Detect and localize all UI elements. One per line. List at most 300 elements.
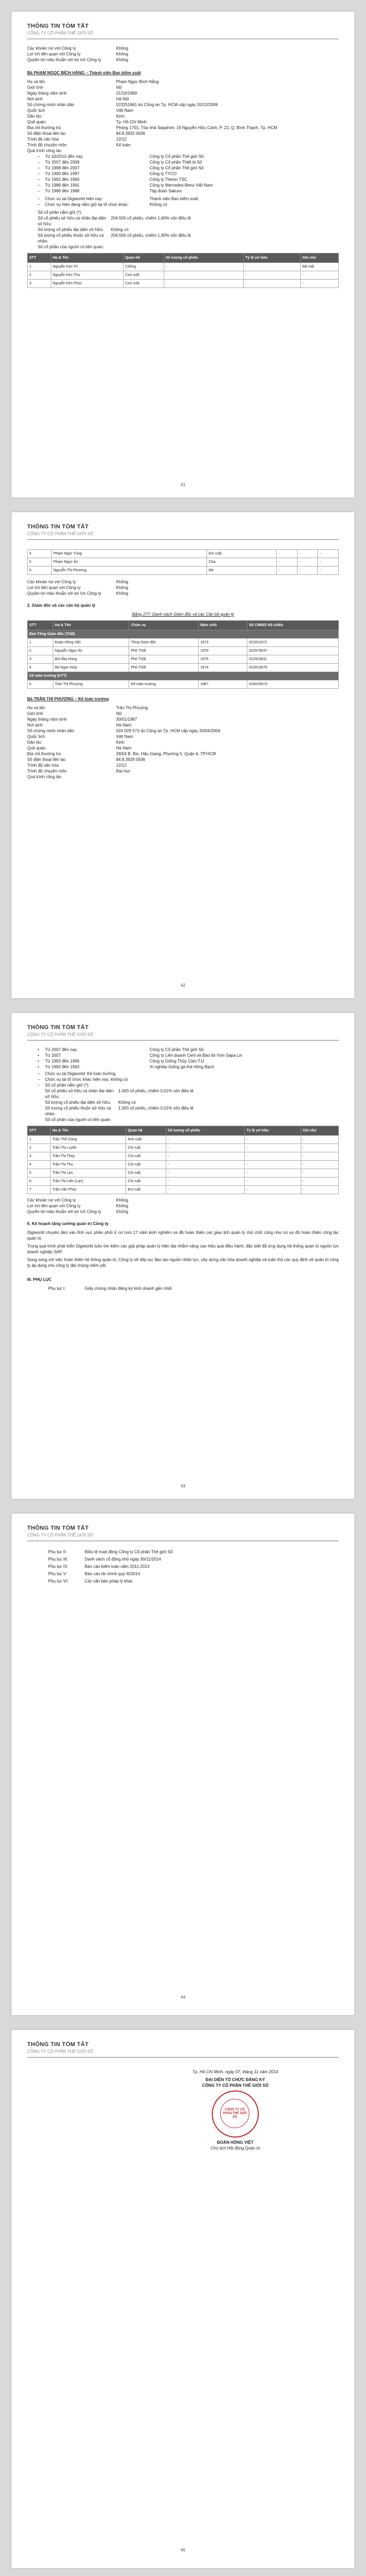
column-header: Họ & Tên (53, 621, 129, 630)
table-row (28, 280, 339, 288)
header-subtitle: CÔNG TY CỔ PHẦN THẾ GIỚI SỐ (27, 31, 94, 36)
table-cell: Mẹ (207, 567, 277, 575)
table-cell: 2 (28, 647, 53, 655)
table-caption: Bảng 2??: Danh sách Giám đốc và các Cán bộ quản lý (132, 612, 234, 617)
item-label: Quyền lợi mâu thuẫn với lợi ích Công ty (27, 591, 101, 596)
shares (45, 1088, 339, 1123)
table-cell: Bá Ngọc Hợp (53, 664, 129, 672)
appendix-list (27, 1549, 339, 1584)
list-item (38, 177, 339, 182)
list-item (27, 579, 339, 585)
item-value: Việt Nam (116, 734, 133, 739)
table-cell: 5 (28, 1169, 51, 1177)
relatives-table-continued (27, 549, 339, 575)
table-cell: - (245, 1169, 301, 1177)
list-item (27, 1197, 339, 1203)
list-item: Trong quá trình phát triển Digiworld luôn tìm kiếm các giải pháp quản lý hiện đại nhằm nâng cao hiệu quả điều hành, đặc biệt đã ứng dụng hệ thống quản trị nguồn lực doanh nghiệp SAP. (27, 1244, 339, 1254)
item-label: Nơi sinh (27, 97, 43, 101)
table-cell: - (166, 1177, 245, 1186)
item-value: Phạm Ngọc Bích Hằng (116, 79, 159, 84)
table-cell: Nguyễn Thị Phương (52, 567, 207, 575)
header-subtitle: CÔNG TY CỔ PHẦN THẾ GIỚI SỐ (27, 1032, 94, 1037)
table-cell: 022811072 (247, 639, 339, 647)
table-cell: 6 (28, 1177, 51, 1186)
table-cell: - (244, 263, 301, 271)
table-cell: Đã mất (301, 263, 339, 271)
item-label: Các khoản nợ với Công ty (27, 1198, 76, 1203)
header-subtitle: CÔNG TY CỔ PHẦN THẾ GIỚI SỐ (27, 532, 94, 536)
list-item (27, 85, 339, 90)
list-item (27, 1556, 339, 1562)
table-cell: 1975 (199, 655, 247, 664)
list-item (27, 96, 339, 102)
item-label: Từ 2007 đến 2009 (45, 160, 79, 165)
list-item (38, 227, 339, 233)
item-label: Chức vụ tại Digiworld hiện nay: (45, 197, 103, 201)
work-history (38, 1047, 339, 1070)
item-label: Trình độ chuyên môn (27, 769, 67, 773)
org-line-2: CÔNG TY CỔ PHẦN THẾ GIỚI SỐ (202, 2083, 269, 2088)
table-cell: 4 (28, 664, 53, 672)
page-number: 42 (180, 983, 186, 988)
group-title: Kế toán trưởng (KTT) (28, 672, 339, 680)
item-label: Phụ lục VI: (48, 1579, 68, 1584)
item-label: Số lượng cổ phiếu thuộc sở hữu cá nhân: (38, 233, 104, 244)
list-item (38, 154, 339, 159)
item-label: Chức vụ tại tổ chức khác hiện nay: không có (45, 1077, 128, 1082)
list-item (27, 745, 339, 751)
list-item (45, 1088, 339, 1100)
item-label: Giới tính (27, 711, 43, 716)
list-item (27, 102, 339, 108)
list-item (27, 57, 339, 63)
list-item (38, 202, 339, 207)
table-row (28, 647, 339, 655)
table-cell: Phó TGĐ (129, 664, 199, 672)
list-item (27, 51, 339, 57)
table-row (28, 1186, 339, 1194)
table-cell: Nguyễn Kim Phúc (51, 280, 123, 288)
table-cell: Nguyễn Kim Thư (51, 271, 123, 280)
column-header: STT (28, 1126, 51, 1136)
item-value: 204.500 cổ phiếu, chiếm 1,60% vốn điều lệ (111, 233, 191, 238)
sign-date: Tp. Hồ Chí Minh, ngày 07, tháng 11 năm 2014 (192, 2070, 278, 2074)
table-cell: 1987 (199, 680, 247, 689)
item-label: Dân tộc (27, 740, 42, 745)
list-item (38, 1058, 339, 1064)
item-label: Các khoản nợ với Công ty (27, 46, 76, 51)
table-cell: Trần Thế Dũng (51, 1136, 126, 1144)
table-cell: - (297, 567, 318, 575)
bullet-icon: • (38, 1053, 39, 1058)
page-5-content (12, 2058, 354, 2151)
item-label: Chức vụ hiện đang nắm giữ tại tổ chức khác: (45, 202, 129, 207)
stamp-text: CÔNG TY CỔ PHẦN THẾ GIỚI SỐ (220, 2099, 249, 2128)
list-item (45, 1100, 339, 1105)
relatives-table (27, 1126, 339, 1194)
table-cell: 4 (28, 550, 52, 558)
item-value: Không (116, 1198, 129, 1203)
item-value: Hà Nam (116, 746, 132, 750)
relatives-table (27, 253, 339, 288)
item-value: Không (116, 57, 129, 62)
table-cell: - (277, 550, 298, 558)
item-label: Họ và tên (27, 706, 45, 710)
page-header (12, 1013, 354, 1041)
table-cell: - (244, 280, 301, 288)
list-item (27, 113, 339, 119)
table-cell: - (245, 1144, 301, 1152)
signature-block (132, 2069, 339, 2151)
table-row (28, 263, 339, 271)
item-value: 1.000 cổ phiếu, chiếm 0,01% vốn điều lệ (118, 1089, 194, 1093)
table-cell: - (277, 558, 298, 567)
item-label: Giới tính (27, 85, 43, 90)
item-label: Số điện thoại liên lạc (27, 757, 66, 762)
table-cell: 4 (28, 1161, 51, 1169)
item-label: Quyền lợi mâu thuẫn với lợi ích Công ty (27, 57, 101, 62)
list-item (38, 1082, 339, 1088)
item-value: Công ty Thimm TSC (150, 177, 188, 182)
page-3-content (12, 1041, 354, 1291)
table-cell: 3 (28, 655, 53, 664)
list-item (38, 196, 339, 202)
item-value: Báo cáo tài chính quý III/2014 (85, 1572, 140, 1576)
page-1-content (12, 39, 354, 288)
page-3 (12, 1013, 354, 1499)
table-cell: - (166, 1136, 245, 1144)
page-number: 43 (180, 1484, 186, 1488)
item-label: Từ 2007 (45, 1053, 61, 1058)
item-label: Số điện thoại liên lạc (27, 131, 66, 136)
item-value: Giấy chứng nhận đăng ký kinh doanh gần nhất (85, 1286, 172, 1291)
table-cell: Nguyễn Ngọc An (53, 647, 129, 655)
list-item (38, 188, 339, 194)
table-cell: - (245, 1152, 301, 1161)
column-header: Quan hệ (126, 1126, 166, 1136)
item-label: Số cổ phần nắm giữ (*): (45, 1083, 89, 1088)
table-cell: - (297, 550, 318, 558)
item-label: Từ 1992 đến 1993 (45, 177, 79, 182)
item-value: Công ty Cổ phần Thế giới Số (150, 166, 204, 170)
item-label: Từ 2007 đến nay (45, 1047, 77, 1052)
item-label: Từ 1993 đến 1997 (45, 171, 79, 176)
item-label: Số cổ phần của người có liên quan: (38, 245, 104, 249)
table-cell: 5 (28, 558, 52, 567)
list-item (38, 182, 339, 188)
table-cell: 3 (28, 1152, 51, 1161)
table-cell: - (301, 1152, 338, 1161)
list-item (27, 740, 339, 745)
item-value: Xí nghiệp Giống gà thả Hồng Bạch (150, 1065, 214, 1069)
list-item (27, 1578, 339, 1584)
item-value: Không (116, 591, 129, 596)
table-cell: Bùi Mai Hùng (53, 655, 129, 664)
item-label: Từ 1998 đến 2007 (45, 166, 79, 170)
column-header: Họ & Tên (51, 1126, 126, 1136)
table-cell: 7 (28, 1186, 51, 1194)
item-value (116, 148, 339, 154)
list-item (38, 215, 339, 227)
list-item (27, 136, 339, 142)
bullet-icon: – (38, 154, 40, 159)
item-value (111, 244, 339, 250)
item-label: Quê quán (27, 746, 46, 750)
header-title: THÔNG TIN TÓM TẮT (27, 23, 89, 29)
item-value (118, 1117, 339, 1123)
item-value: Kế toán (116, 143, 131, 147)
table-cell: 1970 (199, 647, 247, 655)
bullet-icon: – (38, 1077, 40, 1082)
bullet-icon: • (38, 1047, 39, 1052)
bullet-icon: • (38, 1059, 39, 1064)
column-header: Ghi chú (301, 1126, 338, 1136)
list-item (38, 1071, 339, 1077)
table-cell: Trần Thị Thu (51, 1161, 126, 1169)
item-value: Công ty Mercedes-Benz Việt Nam (150, 183, 213, 188)
item-value: Phòng 1701, Tòa nhà Sapphire, 16 Nguyễn Hữu Cảnh, P. 22, Q. Bình Thạnh, Tp. HCM (116, 125, 278, 130)
item-value: Danh sách cổ đông nhỏ ngày 30/11/2014 (85, 1557, 161, 1562)
item-label: Trình độ văn hóa (27, 137, 59, 142)
column-header: STT (28, 253, 51, 263)
table-row (28, 567, 339, 575)
table-cell: - (245, 1186, 301, 1194)
table-cell: Trần Thị Liên (Lan) (51, 1177, 126, 1186)
list-item (27, 142, 339, 148)
table-cell: - (301, 280, 339, 288)
header-title: THÔNG TIN TÓM TẮT (27, 524, 89, 530)
table-cell: - (166, 1169, 245, 1177)
list-item (27, 1209, 339, 1215)
item-value: Công ty Giống Thủy Cảm T.U (150, 1059, 204, 1064)
org-line-1: ĐẠI DIỆN TỔ CHỨC ĐĂNG KÝ (205, 2077, 265, 2082)
bullet-icon: – (38, 166, 40, 170)
table-cell: - (166, 1186, 245, 1194)
item-label: Trình độ chuyên môn (27, 143, 67, 147)
bullet-icon: – (38, 177, 40, 182)
table-cell: Chị ruột (126, 1144, 166, 1152)
item-label: Địa chỉ thường trú (27, 752, 61, 756)
table-cell: Con ruột (123, 280, 164, 288)
table-cell: Cha (207, 558, 277, 567)
company-stamp (212, 2090, 259, 2138)
table-row (28, 655, 339, 664)
kv-list (27, 579, 339, 596)
item-value: 024 029 573 do Công an Tp. HCM cấp ngày 20/04/2004 (116, 729, 221, 733)
item-value: Không (116, 52, 129, 56)
item-label: Họ và tên (27, 79, 45, 84)
list-item (27, 131, 339, 136)
management-table (27, 620, 339, 689)
item-value: 21/10/1969 (116, 91, 138, 96)
work-history (38, 154, 339, 194)
table-cell: - (245, 1161, 301, 1169)
list-item (27, 148, 339, 154)
table-row (28, 639, 339, 647)
page-2-content (12, 540, 354, 780)
table-cell: Phó TGĐ (129, 655, 199, 664)
item-value: 283/4 B. Bis, Hậu Giang, Phường 5, Quận 6, TP.HCM (116, 752, 216, 756)
table-row (28, 680, 339, 689)
list-item (27, 734, 339, 740)
column-header: Số lượng cổ phiếu (166, 1126, 245, 1136)
table-cell: Kế toán trưởng (129, 680, 199, 689)
item-value: Công ty TYCO (150, 171, 177, 176)
item-value: Báo cáo kiểm toán năm 2011-2013 (85, 1564, 150, 1569)
section-heading: 2. Giám đốc và các cán bộ quản lý (27, 603, 96, 608)
item-value: Nữ (116, 711, 122, 716)
profile-fields (27, 79, 339, 154)
table-cell: - (277, 567, 298, 575)
list-item (27, 585, 339, 591)
bullet-icon: – (38, 171, 40, 176)
bullet-icon: • (38, 1065, 39, 1069)
item-value: Trần Thị Phượng (116, 706, 148, 710)
item-value: Công ty Cổ phần Thiết bị Số (150, 160, 202, 165)
item-label: Dân tộc (27, 114, 42, 119)
table-cell: Tổng Giám đốc (129, 639, 199, 647)
item-value: 30/01/1987 (116, 717, 138, 722)
item-value: Việt Nam (116, 108, 133, 113)
table-cell: - (301, 1169, 338, 1177)
item-value: Công ty Cổ phần Thế giới Số (150, 154, 204, 159)
group-title: Ban Tổng Giám đốc (TGĐ) (28, 630, 339, 639)
item-label: Địa chỉ thường trú (27, 125, 61, 130)
table-cell: Em ruột (207, 550, 277, 558)
page-header (12, 11, 354, 39)
bullet-icon: – (38, 1083, 40, 1088)
item-label: Ngày tháng năm sinh (27, 717, 67, 722)
item-value (111, 210, 339, 215)
item-value: 12/12 (116, 137, 127, 142)
item-label: Trình độ văn hóa (27, 763, 59, 768)
list-item (27, 1286, 339, 1291)
table-row (28, 1152, 339, 1161)
table-cell: Trần Thị Luyến (51, 1144, 126, 1152)
list-item (27, 591, 339, 596)
kv-list (27, 1197, 339, 1215)
column-header: Tỷ lệ sở hữu (244, 253, 301, 263)
item-label: Số cổ phiếu sở hữu cá nhân đại diện số hữu: (38, 216, 107, 226)
table-cell: Trần Thị Lan (51, 1169, 126, 1177)
table-row (28, 1136, 339, 1144)
list-item (38, 210, 339, 215)
column-header: Ghi chú (301, 253, 339, 263)
table-cell: - (297, 558, 318, 567)
section-title: Bà PHẠM NGỌC BÍCH HẰNG – Thành viên Ban kiểm soát (27, 71, 141, 75)
column-header: Chức vụ (129, 621, 199, 630)
item-label: Quốc tịch (27, 734, 45, 739)
item-label: Quyền lợi mâu thuẫn với lợi ích Công ty (27, 1209, 101, 1214)
column-header: Năm sinh (199, 621, 247, 630)
bullet-icon: – (38, 1071, 40, 1076)
table-cell: - (301, 1186, 338, 1194)
item-label: Các khoản nợ với Công ty (27, 580, 76, 584)
page-1 (12, 11, 354, 498)
list-item (27, 711, 339, 717)
table-cell: - (301, 1177, 338, 1186)
column-header: Số lượng cổ phiếu (164, 253, 243, 263)
item-label: Phụ lục II: (48, 1550, 67, 1554)
list-item (38, 159, 339, 165)
section-heading: 6. Kế hoạch tăng cường quản trị Công ty (27, 1221, 109, 1226)
table-cell: Chồng (123, 263, 164, 271)
table-cell: 5 (28, 680, 53, 689)
table-row (28, 1144, 339, 1152)
list-item (27, 90, 339, 96)
page-header (12, 512, 354, 540)
item-label: Phụ lục IV: (48, 1564, 68, 1569)
table-cell: - (245, 1177, 301, 1186)
header-title: THÔNG TIN TÓM TẮT (27, 1024, 89, 1031)
list-item (27, 705, 339, 711)
header-subtitle: CÔNG TY CỔ PHẦN THẾ GIỚI SỐ (27, 2049, 94, 2054)
list-item (27, 45, 339, 51)
list-item (27, 108, 339, 113)
item-label: Phụ lục III: (48, 1557, 68, 1562)
item-value: 204.500 cổ phiếu, chiếm 1,60% vốn điều lệ (111, 216, 191, 221)
table-cell: - (318, 558, 339, 567)
table-cell: - (301, 1144, 338, 1152)
table-cell: Trần Thị Phượng (53, 680, 129, 689)
table-cell: 022919011 (247, 655, 339, 664)
item-label: Số lượng cổ phiếu đại diện sở hữu: (45, 1100, 111, 1105)
item-label: Lợi ích liên quan với Công ty (27, 1204, 81, 1208)
list-item (38, 1064, 339, 1070)
item-label: Từ 1993 đến 1996 (45, 1059, 79, 1064)
page-number: 41 (180, 482, 186, 487)
item-value: Điều lệ hoạt động Công ty Cổ phần Thế giới Số (85, 1550, 173, 1554)
signer-name: ĐOÀN HỒNG VIỆT (217, 2140, 254, 2145)
table-row (28, 271, 339, 280)
table-cell: 3 (28, 280, 51, 288)
list-item (27, 1571, 339, 1577)
item-label: Số chứng minh nhân dân (27, 729, 74, 733)
table-cell: 022819076 (247, 664, 339, 672)
item-value: Không (116, 1209, 129, 1214)
list-item (27, 1564, 339, 1569)
kv-list (27, 45, 339, 63)
table-cell: Em ruột (126, 1186, 166, 1194)
table-cell: 1 (28, 1136, 51, 1144)
list-item (38, 1053, 339, 1058)
profile-fields (27, 705, 339, 780)
list-item (27, 722, 339, 728)
list-item (27, 1203, 339, 1209)
table-cell: Đoàn Hồng Việt (53, 639, 129, 647)
item-label: Quốc tịch (27, 108, 45, 113)
table-cell: Con ruột (123, 271, 164, 280)
item-label: Lợi ích liên quan với Công ty (27, 585, 81, 590)
table-cell: Chị ruột (126, 1177, 166, 1186)
bullet-icon: – (38, 197, 40, 201)
item-value: Các văn bản pháp lý khác (85, 1579, 133, 1584)
table-cell: Nguyễn Kim Trí (51, 263, 123, 271)
list-item: Song song với việc hoàn thiện hệ thống quản trị, Công ty sẽ tiếp tục đào tạo nguồn nhân lực, xây dựng văn hóa doanh nghiệp và tuân thủ các quy định về quản trị công ty áp dụng cho công ty đại chúng niêm yết. (27, 1257, 339, 1268)
item-label: Số cổ phần của người có liên quan: (45, 1117, 111, 1122)
table-cell: Phó TGĐ (129, 647, 199, 655)
list-item (38, 171, 339, 177)
item-value: Kinh (116, 740, 125, 745)
item-label: Số chứng minh nhân dân (27, 102, 74, 107)
table-cell: Trần Văn Phúc (51, 1186, 126, 1194)
table-cell: Phạm Ngọc Ân (52, 558, 207, 567)
list-item (27, 79, 339, 85)
table-cell: - (164, 263, 243, 271)
bullet-icon: – (38, 160, 40, 165)
group-row (28, 672, 339, 680)
page-4 (12, 1514, 354, 2015)
